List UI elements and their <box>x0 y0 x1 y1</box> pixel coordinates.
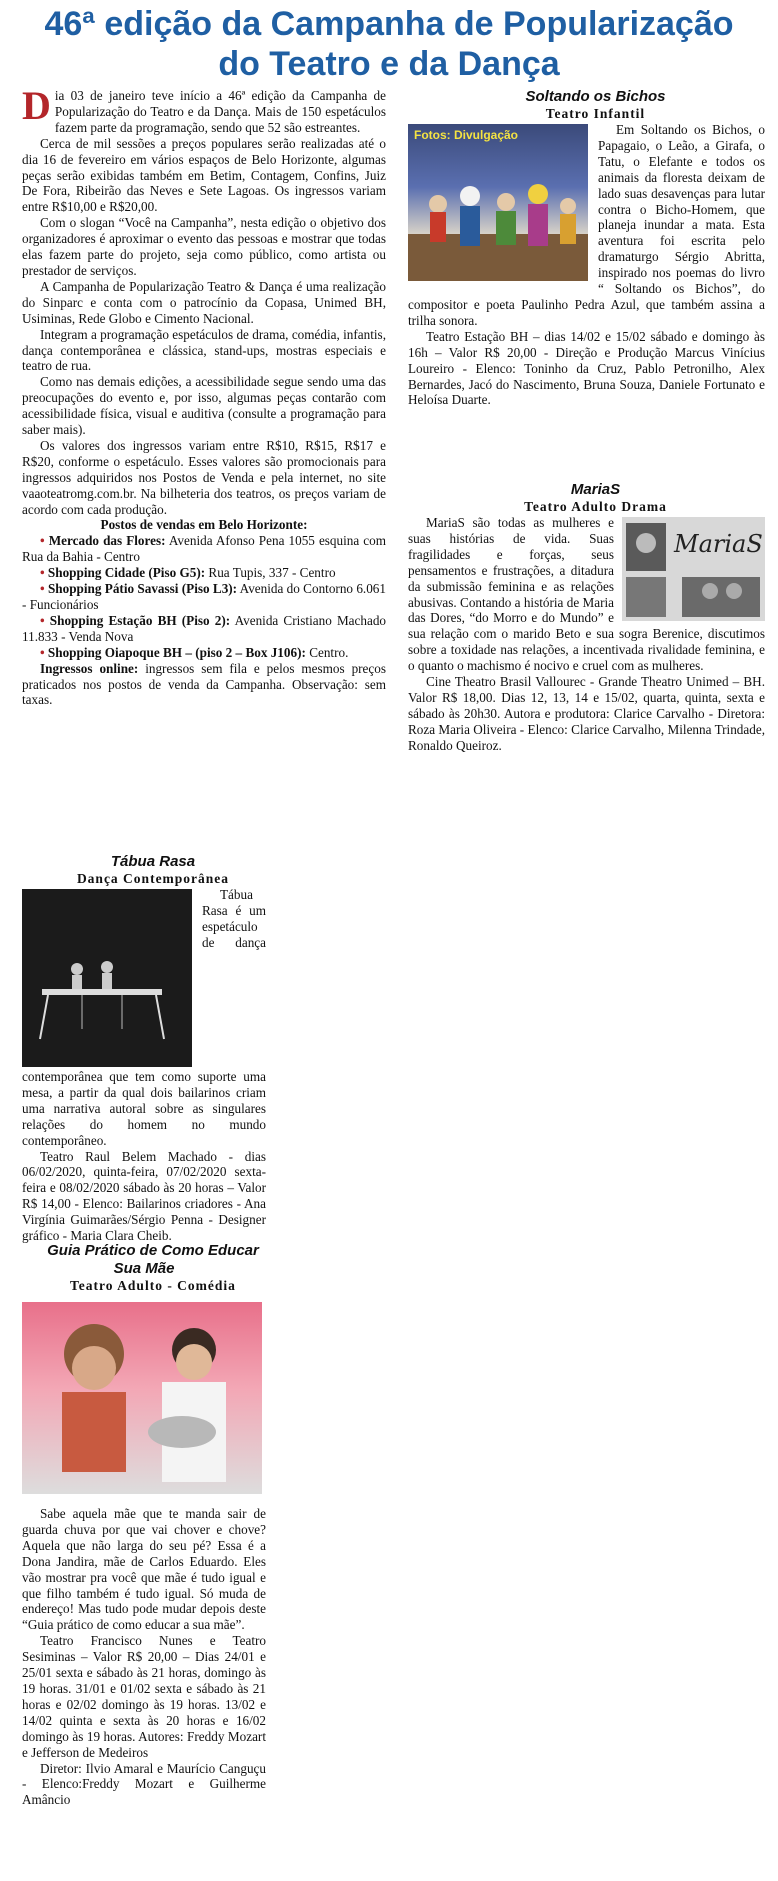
marias-logo: MariaS <box>674 530 763 558</box>
posto-item: • Shopping Pátio Savassi (Piso L3): Avenida do Contorno 6.061 - Funcionários <box>22 581 386 612</box>
tabua-paragraph-1: Tábua Rasa é um espetáculo de dança contemporânea que tem como suporte uma mesa, a partir da qual dois bailarinos criam uma narrativa autoral sobre as singulares relações do homem no mundo contemporâneo. <box>22 887 266 1148</box>
intro-paragraph-4: A Campanha de Popularização Teatro & Dança é uma realização do Sinparc e conta com o patrocínio da Copasa, Unimed BH, Usiminas, Rede Globo e Cimento Nacional. <box>22 278 386 326</box>
bichos-paragraph-1: Em Soltando os Bichos, o Papagaio, o Leão, a Girafa, o Tatu, o Elefante e todos os animais da floresta deixam de lado suas desavenças para lutar contra o Bicho-Homem, que planeja inundar a mata. Esta aventura foi escrita pelo dramaturgo Sérgio Abritta, inspirado nos poemas do livro “ Soltando os Bichos”, do compositor e poeta Paulinho Pedra Azul, que também assina a trilha sonora. <box>408 122 765 328</box>
guia-subtitle: Teatro Adulto - Comédia <box>70 1278 236 1293</box>
bichos-title: Soltando os Bichos <box>525 88 666 105</box>
intro-paragraph-6: Como nas demais edições, a acessibilidade segue sendo uma das preocupações do evento e, por isso, algumas peças contarão com acessibilidade física, visual e auditiva (consulte a programação para saber mais). <box>22 374 386 438</box>
headline-line-1: 46ª edição da Campanha de Popularização <box>44 5 734 43</box>
intro-paragraph-5: Integram a programação espetáculos de drama, comédia, infantis, dança contemporânea e clássica, stand-ups, mostras especiais e teatro de rua. <box>22 326 386 374</box>
ingressos-online: Ingressos online: ingressos sem fila e pelos mesmos preços praticados nos postos de venda da Campanha. Observação: sem taxas. <box>22 660 386 708</box>
photo-credit: Fotos: Divulgação <box>414 128 519 142</box>
intro-paragraph-1: Dia 03 de janeiro teve início a 46ª edição da Campanha de Popularização do Teatro e da Dança. Mais de 150 espetáculos fazem parte da programação, sendo que 52 são estreantes. <box>22 83 386 135</box>
guia-paragraph-1: Sabe aquela mãe que te manda sair de guarda chuva por que vai chover e chove? Aquela que não larga do seu pé? Essa é a Dona Jandira, mãe de Carlos Eduardo. Eles vão mostrar pra você que mãe é tudo igual e que filho também é tudo igual. Só muda de endereço! Mas tudo pode mudar depois deste “Guia prático de como educar a sua mãe”. <box>22 1506 266 1633</box>
headline-line-2: do Teatro e da Dança <box>218 45 560 83</box>
guia-photo <box>22 1302 262 1494</box>
marias-poster <box>622 517 765 621</box>
tabua-photo <box>22 889 192 1067</box>
tabua-paragraph-2: Teatro Raul Belem Machado - dias 06/02/2020, quinta-feira, 07/02/2020 sexta-feira e 08/02/2020 sábado às 20 horas – Valor R$ 14,00 - Elenco: Bailarinos criadores - Ana Virgínia Guimarães/Sérgio Penna - Designer gráfico - Maria Clara Cheib. <box>22 1148 266 1244</box>
tabua-article <box>22 853 266 1244</box>
postos-title: Postos de vendas em Belo Horizonte: <box>100 517 308 533</box>
guia-paragraph-2: Teatro Francisco Nunes e Teatro Sesiminas – Valor R$ 20,00 – Dias 24/01 e 25/01 sexta e sábado às 21 horas, domingo às 19 horas. 31/01 e 01/02 sexta e sábado às 21 horas e 02/02 domingo às 19 horas. 13/02 e 14/02 quinta e sexta às 20 horas e 16/02 domingo às 19 horas. Autores: Freddy Mozart e Jefferson de Medeiros <box>22 1633 266 1760</box>
tabua-title: Tábua Rasa <box>110 853 196 870</box>
bichos-subtitle: Teatro Infantil <box>545 106 646 121</box>
posto-item: • Shopping Oiapoque BH – (piso 2 – Box J106): Centro. <box>40 644 349 660</box>
bichos-article <box>408 88 765 408</box>
bichos-photo <box>408 124 588 281</box>
marias-article <box>408 481 765 754</box>
drop-cap: D <box>22 83 51 128</box>
marias-paragraph-1: MariaS são todas as mulheres e suas histórias de vida. Suas fragilidades e forças, seus pensamentos e frustrações, a ditadura da submissão feminina e as relações abusivas. Contando a história de Maria das Dores, “do Morro e do Mundo” e sua relação com o marido Beto e sua sogra Berenice, discutimos sobre a toxidade nas relações, a incentivada rivalidade feminina, e o quanto o machismo é nocivo e cruel com as mulheres. <box>408 515 765 674</box>
tabua-subtitle: Dança Contemporânea <box>76 871 230 886</box>
headline <box>10 4 768 84</box>
posto-item: • Mercado das Flores: Avenida Afonso Pena 1055 esquina com Rua da Bahia - Centro <box>22 533 387 565</box>
posto-item: • Shopping Cidade (Piso G5): Rua Tupis, 337 - Centro <box>40 565 336 581</box>
guia-paragraph-3: Diretor: Ilvio Amaral e Maurício Canguçu - Elenco:Freddy Mozart e Guilherme Amâncio <box>22 1760 266 1808</box>
posto-item: • Shopping Estação BH (Piso 2): Avenida Cristiano Machado 11.833 - Venda Nova <box>22 612 387 644</box>
marias-paragraph-2: Cine Theatro Brasil Vallourec - Grande Theatro Unimed – BH. Valor R$ 18,00. Dias 12, 13, 14 e 15/02, quarta, quinta, sexta e sábado às 20h30. Autora e produtora: Clarice Carvalho - Diretora: Roza Maria Oliveira - Elenco: Clarice Carvalho, Milenna Trindade, Ronaldo Queiroz. <box>408 674 765 753</box>
intro-article <box>22 83 387 708</box>
intro-paragraph-7: Os valores dos ingressos variam entre R$10, R$15, R$17 e R$20, conforme o espetáculo. Esses valores são promocionais para ingressos adquiridos nos Postos de Venda e pela internet, no site vaaoteatromg.com.br. Na bilheteria dos teatros, os preços variam de acordo com cada produção. <box>22 437 386 517</box>
marias-subtitle: Teatro Adulto Drama <box>524 499 667 514</box>
marias-title: MariaS <box>570 481 621 498</box>
guia-title: Guia Prático de Como Educar Sua Mãe <box>47 1242 259 1277</box>
guia-article <box>22 1242 266 1808</box>
bichos-paragraph-2: Teatro Estação BH – dias 14/02 e 15/02 sábado e domingo às 16h – Valor R$ 20,00 - Direção e Produção Marcus Vinícius Loureiro - Elenco: Toninho da Cruz, Pablo Petronilho, Alex Bernardes, Jacó do Nascimento, Bruna Souza, Daniele Fortunato e Heloísa Duarte. <box>408 328 765 408</box>
intro-paragraph-3: Com o slogan “Você na Campanha”, nesta edição o objetivo dos organizadores é aproximar o evento das pessoas e mostrar que todas elas fazem parte do projeto, seja como público, como artista ou prestador de serviços. <box>22 215 386 278</box>
intro-paragraph-2: Cerca de mil sessões a preços populares serão realizadas até o dia 16 de fevereiro em vários espaços de Belo Horizonte, algumas peças serão exibidas também em Betim, Contagem, Confins, Juiz De Fora, Ribeirão das Neves e Sete Lagoas. Os ingressos variam entre R$10,00 e R$20,00. <box>22 135 386 215</box>
